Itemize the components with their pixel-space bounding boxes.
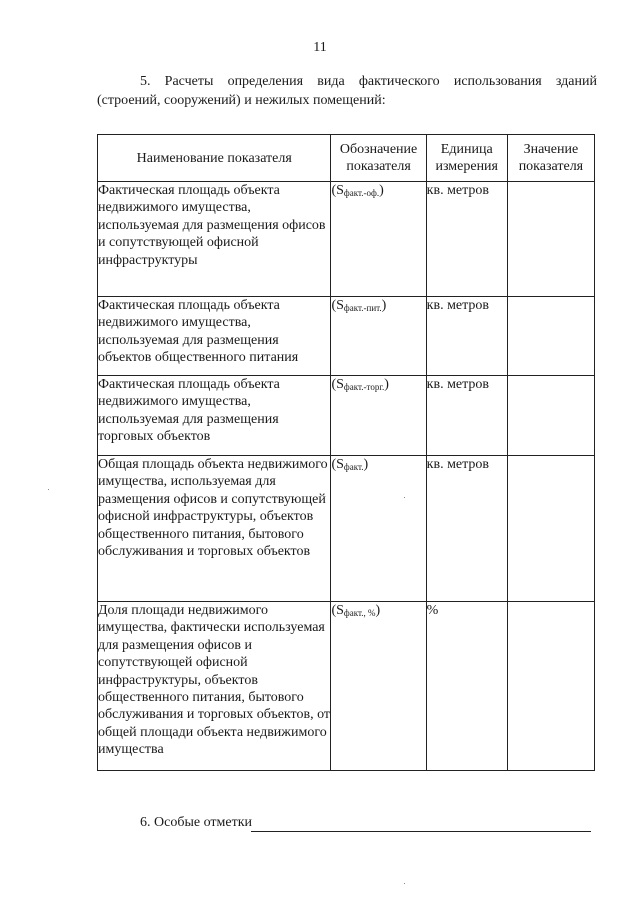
table-header-row xyxy=(98,135,595,182)
table-row xyxy=(98,182,595,297)
symbol-base: (S xyxy=(331,183,344,198)
indicator-value xyxy=(507,456,594,602)
header-name: Наименование показателя xyxy=(98,135,331,182)
symbol-base: (S xyxy=(331,298,344,313)
table-row xyxy=(98,456,595,602)
indicator-name: Фактическая площадь объекта недвижимого имущества, используемая для размещения торговых объектов xyxy=(98,376,331,456)
scan-speck xyxy=(404,497,405,498)
indicator-symbol xyxy=(331,182,426,297)
symbol-subscript: факт.-пит. xyxy=(343,303,382,313)
symbol-subscript: факт.-оф. xyxy=(343,188,380,198)
symbol-close: ) xyxy=(381,298,387,313)
indicator-unit: кв. метров xyxy=(426,297,507,376)
indicator-value xyxy=(507,602,594,771)
indicator-unit: кв. метров xyxy=(426,456,507,602)
indicator-name: Фактическая площадь объекта недвижимого имущества, используемая для размещения объектов общественного питания xyxy=(98,297,331,376)
indicator-name: Фактическая площадь объекта недвижимого имущества, используемая для размещения офисов и сопутствующей офисной инфраструктуры xyxy=(98,182,331,297)
symbol-subscript: факт., % xyxy=(343,608,376,618)
indicator-unit: кв. метров xyxy=(426,182,507,297)
indicator-name: Общая площадь объекта недвижимого имущества, используемая для размещения офисов и сопутствующей офисной инфраструктуры, объектов общественного питания, бытового обслуживания и торговых объектов xyxy=(98,456,331,602)
indicator-symbol xyxy=(331,376,426,456)
header-unit: Единица измерения xyxy=(426,135,507,182)
indicator-value xyxy=(507,182,594,297)
indicator-symbol xyxy=(331,456,426,602)
indicator-name: Доля площади недвижимого имущества, фактически используемая для размещения офисов и сопутствующей офисной инфраструктуры, объектов общественного питания, бытового обслуживания и торговых объектов, от общей площади объекта недвижимого имущества xyxy=(98,602,331,771)
special-notes-blank-line xyxy=(251,831,591,832)
indicator-symbol xyxy=(331,297,426,376)
scan-speck xyxy=(404,883,405,884)
indicator-unit: кв. метров xyxy=(426,376,507,456)
symbol-base: (S xyxy=(331,377,344,392)
table-row xyxy=(98,602,595,771)
header-value: Значение показателя xyxy=(507,135,594,182)
indicator-unit: % xyxy=(426,602,507,771)
scan-speck xyxy=(48,489,49,490)
indicator-value xyxy=(507,376,594,456)
symbol-base: (S xyxy=(331,457,344,472)
symbol-base: (S xyxy=(331,603,344,618)
section-6-label: 6. Особые отметки xyxy=(140,815,252,830)
indicator-symbol xyxy=(331,602,426,771)
table-row xyxy=(98,297,595,376)
table-row xyxy=(98,376,595,456)
section-5-heading: 5. Расчеты определения вида фактического использования зданий (строений, сооружений) и нежилых помещений: xyxy=(97,74,597,108)
indicators-table xyxy=(97,134,595,771)
symbol-subscript: факт.-торг. xyxy=(343,382,385,392)
symbol-close: ) xyxy=(379,183,384,198)
symbol-close: ) xyxy=(375,603,381,618)
header-symbol: Обозначение показателя xyxy=(331,135,426,182)
symbol-close: ) xyxy=(363,457,369,472)
indicator-value xyxy=(507,297,594,376)
symbol-close: ) xyxy=(384,377,389,392)
symbol-subscript: факт. xyxy=(343,462,364,472)
page-number: 11 xyxy=(313,40,327,55)
